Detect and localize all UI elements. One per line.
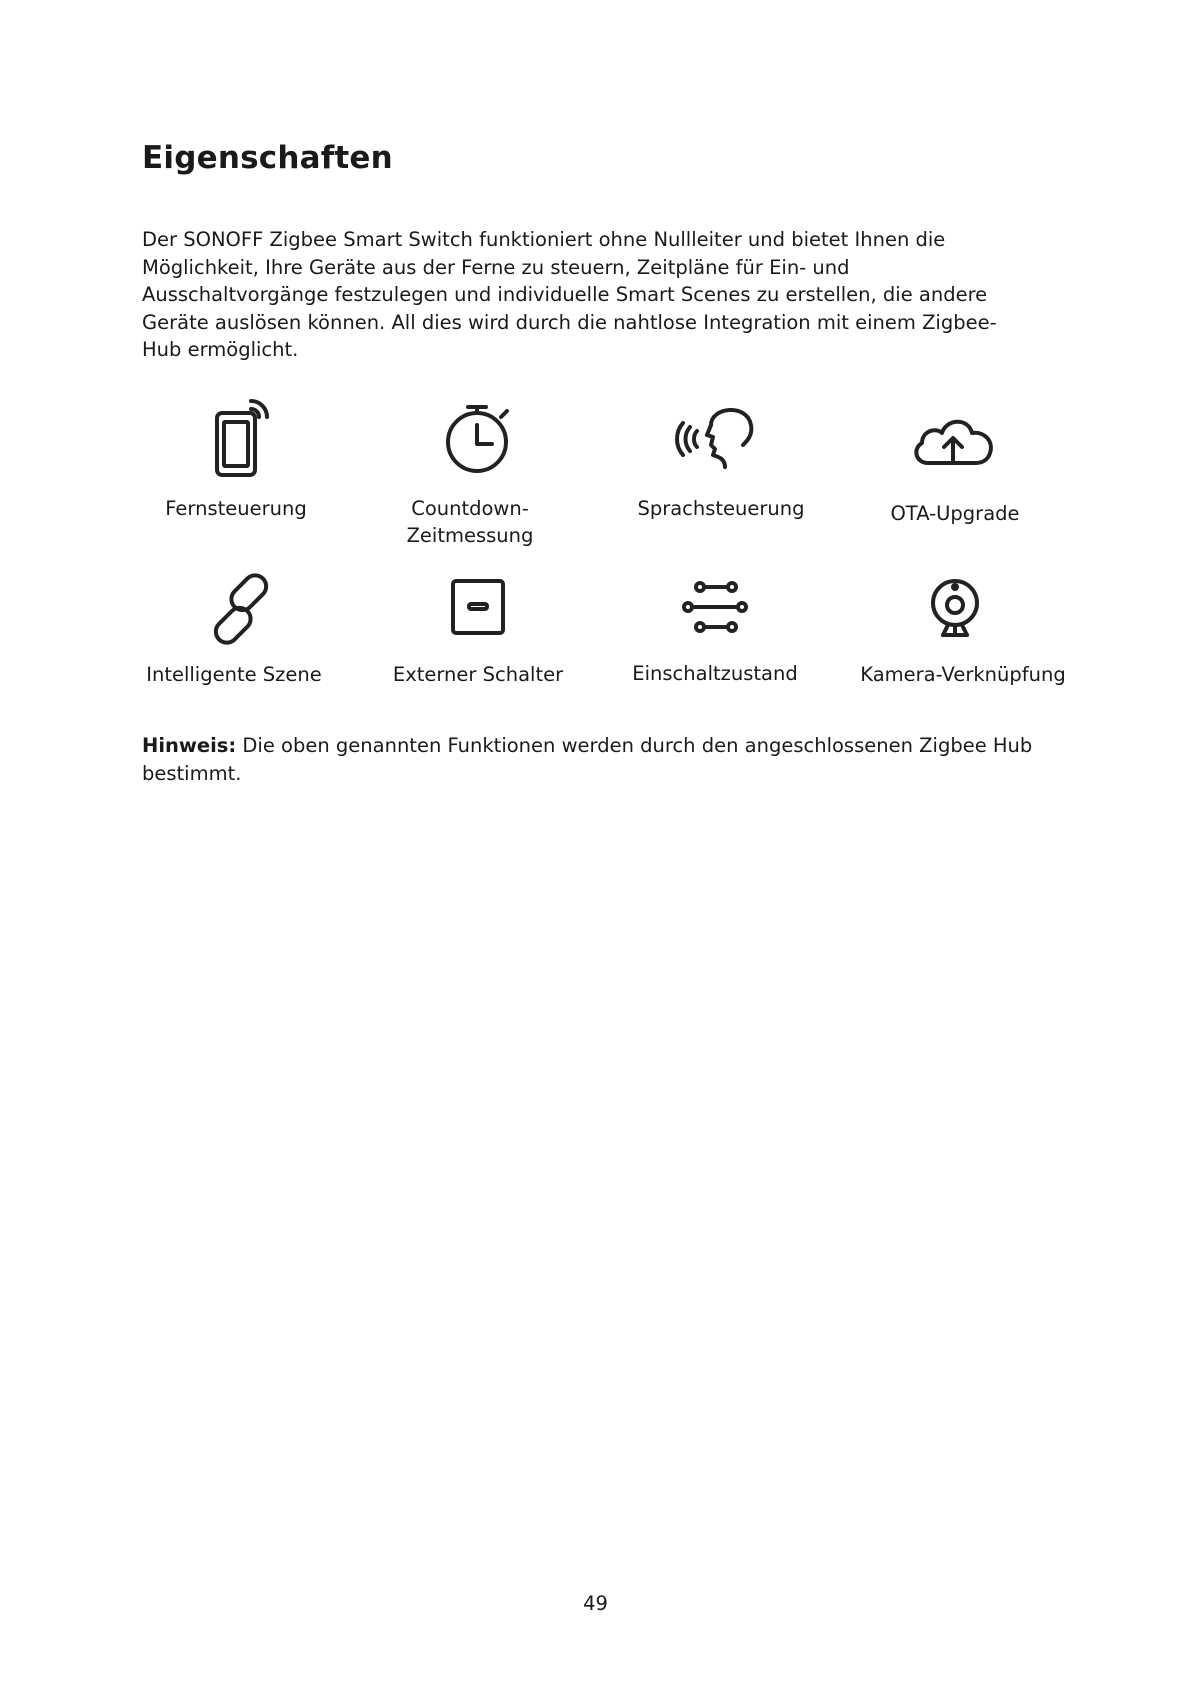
feature-label-einschaltzustand: Einschaltzustand (632, 662, 798, 685)
page-number: 49 (583, 1592, 608, 1615)
link-icon (196, 564, 286, 654)
cloud-upload-icon (908, 397, 998, 487)
intro-paragraph: Der SONOFF Zigbee Smart Switch funktioniert ohne Nullleiter und bietet Ihnen die Möglichkeit, Ihre Geräte aus der Ferne zu steuern, Zeitpläne für Ein- und Ausschaltvorgänge festzulegen und individuelle Smart Scenes zu erstellen, die andere Geräte auslösen können. All dies wird durch die nahtlose Integration mit einem Zigbee- Hub ermöglicht. (142, 228, 997, 361)
feature-label-sprachsteuerung: Sprachsteuerung (637, 497, 805, 520)
webcam-icon (910, 563, 1000, 653)
feature-label-ota: OTA-Upgrade (890, 502, 1020, 525)
note-prefix: Hinweis: (142, 734, 237, 757)
page-title: Eigenschaften (142, 140, 393, 176)
voice-head-icon (673, 397, 763, 487)
note-text: Die oben genannten Funktionen werden durch den angeschlossenen Zigbee Hub bestimmt. (142, 734, 1033, 785)
feature-label-fernsteuerung: Fernsteuerung (165, 497, 307, 520)
feature-label-schalter: Externer Schalter (392, 663, 564, 686)
feature-label-kamera: Kamera-Verknüpfung (860, 663, 1066, 686)
note-paragraph (142, 732, 1062, 787)
switch-icon (433, 563, 523, 653)
stopwatch-icon (433, 397, 523, 487)
feature-label-countdown: Countdown- Zeitmessung (406, 497, 534, 547)
feature-label-szene: Intelligente Szene (146, 663, 322, 686)
phone-remote-icon (193, 397, 283, 487)
sliders-icon (672, 563, 762, 653)
